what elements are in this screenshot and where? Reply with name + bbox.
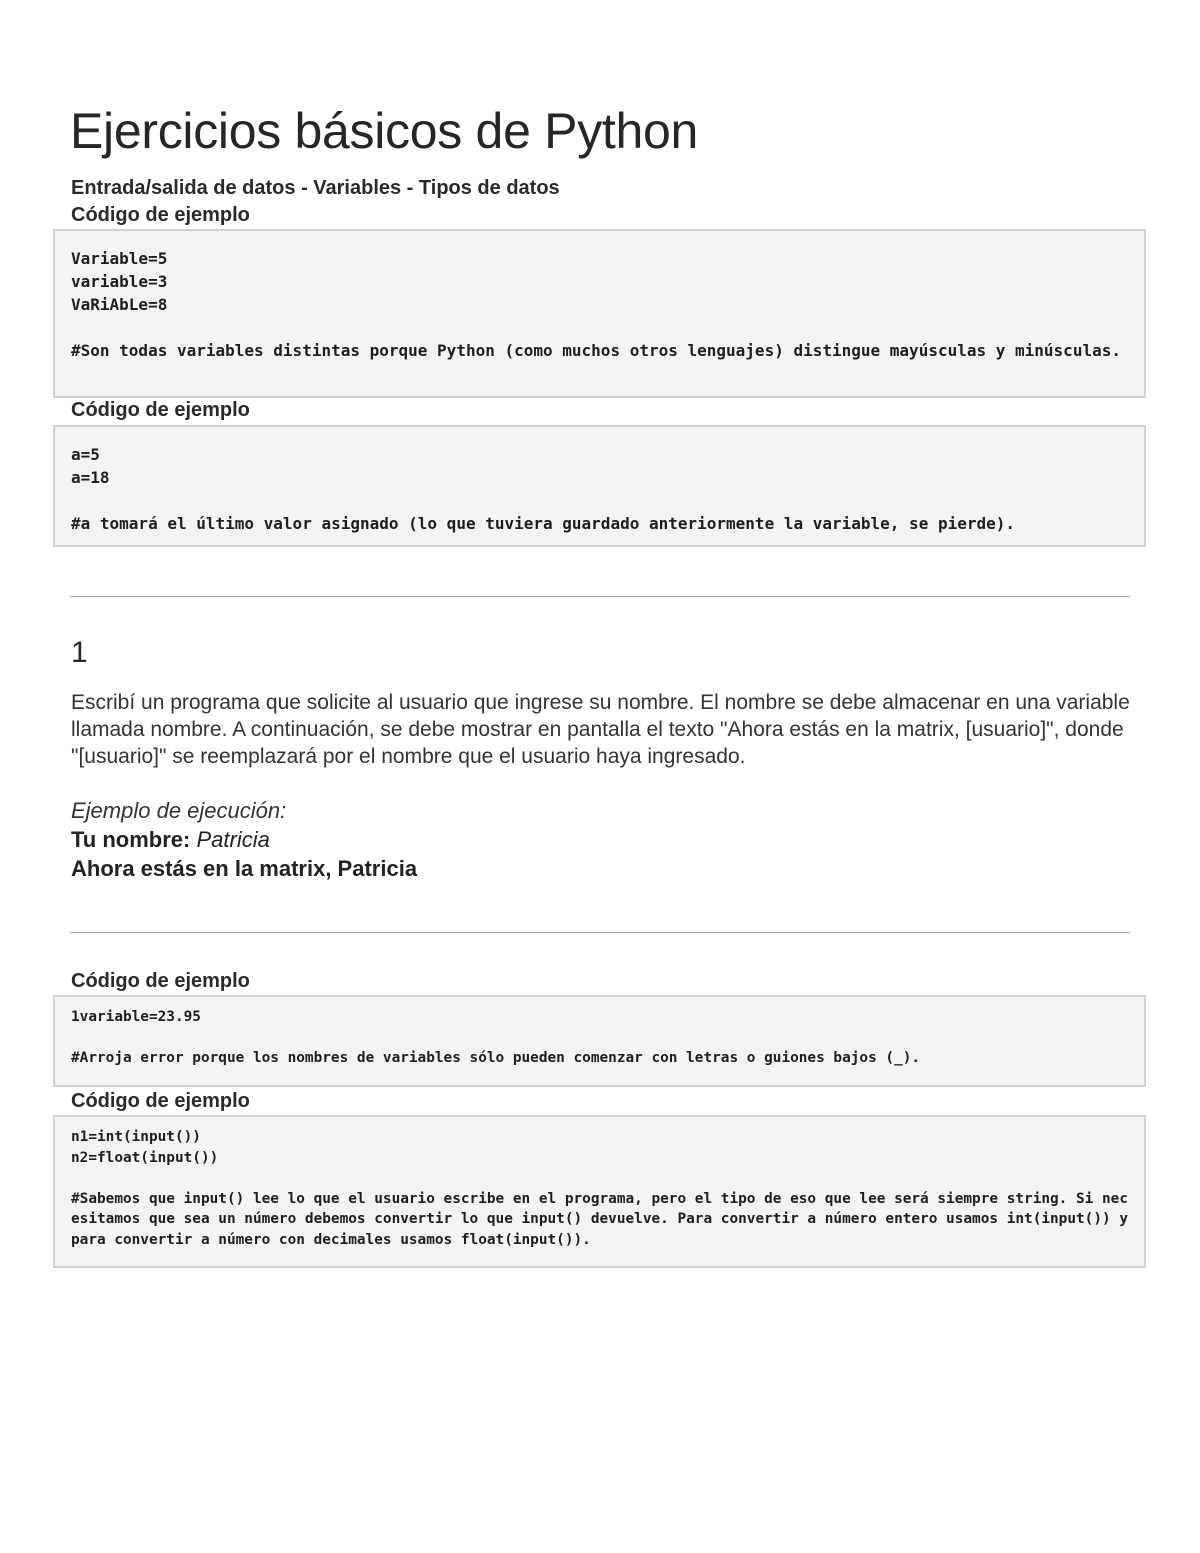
code-line xyxy=(71,1168,1128,1189)
code-line xyxy=(71,489,1128,512)
code-block xyxy=(53,425,1146,547)
document-title: Ejercicios básicos de Python xyxy=(70,103,699,159)
example-output-line: Ahora estás en la matrix, Patricia xyxy=(71,856,418,881)
code-example-heading: Código de ejemplo xyxy=(71,204,250,226)
code-line: #a tomará el último valor asignado (lo que tuviera guardado anteriormente la variable, se pierde). xyxy=(71,514,1016,533)
code-block xyxy=(53,1115,1146,1268)
code-line: #Sabemos que input() lee lo que el usuario escribe en el programa, pero el tipo de eso que lee será siempre string. Si necesitamos que sea un número debemos convertir lo que input() devuelve. Para convertir a número entero usamos int(input()) y para convertir a número con decimales usamos float(input()). xyxy=(71,1190,1137,1248)
code-line xyxy=(71,1028,1128,1049)
execution-example xyxy=(71,796,417,883)
code-line: #Son todas variables distintas porque Python (como muchos otros lenguajes) distingue mayúsculas y minúsculas. xyxy=(71,341,1121,360)
code-line: variable=3 xyxy=(71,272,168,291)
document-subtitle: Entrada/salida de datos - Variables - Tipos de datos xyxy=(71,177,560,199)
horizontal-divider xyxy=(70,596,1130,597)
prompt-value: Patricia xyxy=(196,827,270,852)
example-label: Ejemplo de ejecución: xyxy=(71,798,287,823)
code-line: #Arroja error porque los nombres de variables sólo pueden comenzar con letras o guiones bajos (_). xyxy=(71,1050,921,1066)
code-block xyxy=(53,229,1146,398)
code-line: Variable=5 xyxy=(71,249,168,268)
prompt-label: Tu nombre: xyxy=(71,827,191,852)
code-line xyxy=(71,316,1128,339)
code-line: VaRiAbLe=8 xyxy=(71,295,168,314)
code-example-heading: Código de ejemplo xyxy=(71,1090,250,1112)
code-example-heading: Código de ejemplo xyxy=(71,399,250,421)
code-line: n2=float(input()) xyxy=(71,1149,219,1166)
code-block xyxy=(53,995,1146,1087)
exercise-description: Escribí un programa que solicite al usuario que ingrese su nombre. El nombre se debe almacenar en una variable llamada nombre. A continuación, se debe mostrar en pantalla el texto "Ahora estás en la matrix, [usuario]", donde "[usuario]" se reemplazará por el nombre que el usuario haya ingresado. xyxy=(71,691,1130,768)
code-line: n1=int(input()) xyxy=(71,1129,201,1145)
code-line: a=5 xyxy=(71,445,100,464)
code-line: 1variable=23.95 xyxy=(71,1009,201,1025)
horizontal-divider xyxy=(70,932,1130,933)
code-example-heading: Código de ejemplo xyxy=(71,970,250,992)
exercise-number: 1 xyxy=(71,636,88,669)
example-prompt-line xyxy=(71,825,417,854)
code-line: a=18 xyxy=(71,468,110,487)
